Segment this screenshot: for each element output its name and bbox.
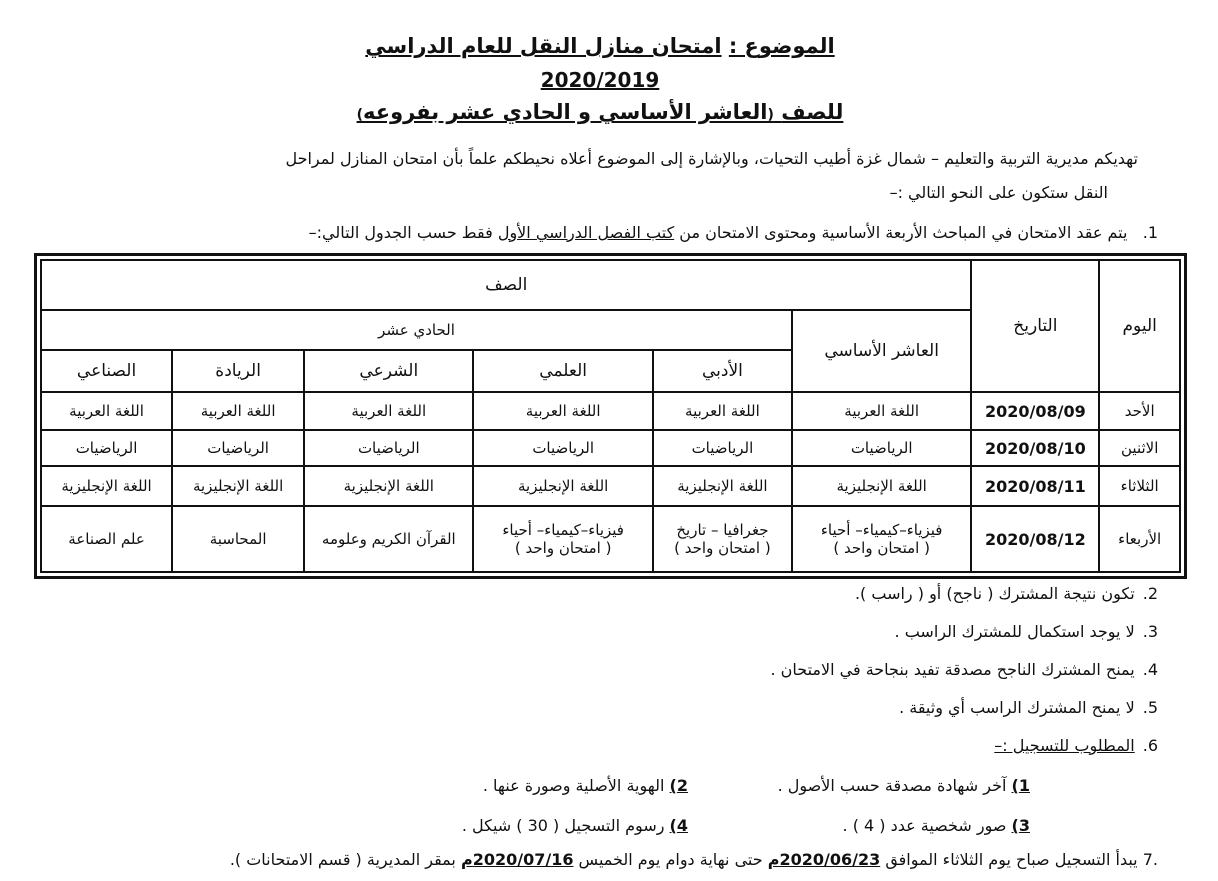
item-1-text-a: يتم عقد الامتحان في المباحث الأربعة الأساسية ومحتوى الامتحان من <box>679 223 1128 242</box>
requirement-4-num: 4) <box>669 816 688 835</box>
item-6 <box>994 736 1158 755</box>
item-4 <box>770 660 1158 679</box>
industrial-cell: اللغة الإنجليزية <box>41 466 172 506</box>
header-class: الصف <box>41 260 971 310</box>
date-cell: 2020/08/10 <box>971 430 1099 466</box>
requirement-2-num: 2) <box>669 776 688 795</box>
literary-cell: اللغة الإنجليزية <box>653 466 792 506</box>
date-cell: 2020/08/09 <box>971 392 1099 430</box>
religious-cell: اللغة الإنجليزية <box>304 466 473 506</box>
item-6-num: 6. <box>1142 736 1158 755</box>
literary-cell: الرياضيات <box>653 430 792 466</box>
entrepreneurship-cell: المحاسبة <box>172 506 304 572</box>
subject-label: الموضوع : <box>728 34 835 58</box>
item-1 <box>58 220 1158 246</box>
item-7-text-a: يبدأ التسجيل صباح يوم الثلاثاء الموافق <box>885 850 1138 869</box>
subject-text: امتحان منازل النقل للعام الدراسي <box>365 34 722 58</box>
scientific-cell <box>473 506 652 572</box>
item-3 <box>895 622 1158 641</box>
grade-open: ( <box>767 107 774 123</box>
religious-cell: الرياضيات <box>304 430 473 466</box>
item-1-text-b: فقط حسب الجدول التالي:– <box>308 223 493 242</box>
entrepreneurship-cell: الرياضيات <box>172 430 304 466</box>
scientific-cell: الرياضيات <box>473 430 652 466</box>
tenth-cell: اللغة الإنجليزية <box>792 466 971 506</box>
header-day: اليوم <box>1099 260 1180 392</box>
literary-cell <box>653 506 792 572</box>
requirement-2-text: الهوية الأصلية وصورة عنها . <box>482 776 665 795</box>
subject-line <box>300 34 900 58</box>
grade-text: العاشر الأساسي و الحادي عشر بفروعه <box>362 100 768 124</box>
item-6-text: المطلوب للتسجيل :– <box>994 736 1135 755</box>
date-cell: 2020/08/12 <box>971 506 1099 572</box>
requirement-3-text: صور شخصية عدد ( 4 ) . <box>842 816 1007 835</box>
table-row <box>41 430 1180 466</box>
requirement-1-text: آخر شهادة مصدقة حسب الأصول . <box>777 776 1007 795</box>
item-7-num: .7 <box>1142 850 1158 869</box>
item-5 <box>899 698 1158 717</box>
item-2-text: تكون نتيجة المشترك ( ناجح) أو ( راسب ). <box>854 584 1135 603</box>
item-7-text-b: حتى نهاية دوام يوم الخميس <box>578 850 763 869</box>
scientific-cell: اللغة الإنجليزية <box>473 466 652 506</box>
religious-cell: اللغة العربية <box>304 392 473 430</box>
tenth-cell <box>792 506 971 572</box>
grade-close: ) <box>356 107 363 123</box>
table-row <box>41 392 1180 430</box>
item-7 <box>48 847 1158 873</box>
header-stream-religious: الشرعي <box>304 350 473 392</box>
exam-schedule-table <box>34 253 1187 579</box>
academic-year: 2020/2019 <box>540 68 660 92</box>
item-2 <box>855 584 1158 603</box>
requirement-2 <box>483 776 688 795</box>
day-cell: الأحد <box>1099 392 1180 430</box>
tenth-cell-line1: فيزياء–كيمياء– أحياء <box>820 521 943 540</box>
requirement-1-num: 1) <box>1011 776 1030 795</box>
literary-cell-line1: جغرافيا – تاريخ <box>676 521 769 540</box>
tenth-cell-line2: ( امتحان واحد ) <box>833 539 930 558</box>
item-1-text-underlined: كتب الفصل الدراسي الأول <box>497 223 675 242</box>
item-7-text-c: بمقر المديرية ( قسم الامتحانات ). <box>229 850 456 869</box>
header-tenth: العاشر الأساسي <box>792 310 971 392</box>
item-4-num: 4. <box>1142 660 1158 679</box>
item-4-text: يمنح المشترك الناجح مصدقة تفيد بنجاحة في الامتحان . <box>770 660 1135 679</box>
date-cell: 2020/08/11 <box>971 466 1099 506</box>
tenth-cell: الرياضيات <box>792 430 971 466</box>
intro-line-2: النقل ستكون على النحو التالي :– <box>889 183 1108 202</box>
day-cell: الأربعاء <box>1099 506 1180 572</box>
day-cell: الثلاثاء <box>1099 466 1180 506</box>
requirement-4 <box>462 816 688 835</box>
item-2-num: 2. <box>1142 584 1158 603</box>
header-stream-literary: الأدبي <box>653 350 792 392</box>
literary-cell-line2: ( امتحان واحد ) <box>674 539 771 558</box>
requirement-3 <box>843 816 1030 835</box>
item-5-num: 5. <box>1142 698 1158 717</box>
item-1-num: 1. <box>1142 223 1158 242</box>
literary-cell: اللغة العربية <box>653 392 792 430</box>
entrepreneurship-cell: اللغة العربية <box>172 392 304 430</box>
item-3-num: 3. <box>1142 622 1158 641</box>
header-stream-scientific: العلمي <box>473 350 652 392</box>
requirement-1 <box>778 776 1030 795</box>
entrepreneurship-cell: اللغة الإنجليزية <box>172 466 304 506</box>
industrial-cell: علم الصناعة <box>41 506 172 572</box>
grade-prefix: للصف <box>781 100 844 124</box>
requirement-4-text: رسوم التسجيل ( 30 ) شيكل . <box>461 816 665 835</box>
table-row <box>41 506 1180 572</box>
religious-cell: القرآن الكريم وعلومه <box>304 506 473 572</box>
intro-line-1: تهديكم مديرية التربية والتعليم – شمال غزة أطيب التحيات، وبالإشارة إلى الموضوع أعلاه نحيطكم علماً بأن امتحان المنازل لمراحل <box>285 149 1138 168</box>
item-7-end-date: 2020/07/16م <box>460 850 574 869</box>
requirement-3-num: 3) <box>1011 816 1030 835</box>
day-cell: الاثنين <box>1099 430 1180 466</box>
table-row <box>41 466 1180 506</box>
industrial-cell: اللغة العربية <box>41 392 172 430</box>
header-stream-industrial: الصناعي <box>41 350 172 392</box>
item-5-text: لا يمنح المشترك الراسب أي وثيقة . <box>899 698 1135 717</box>
item-3-text: لا يوجد استكمال للمشترك الراسب . <box>894 622 1135 641</box>
grade-line <box>300 100 900 124</box>
header-stream-entrepreneurship: الريادة <box>172 350 304 392</box>
item-7-start-date: 2020/06/23م <box>767 850 881 869</box>
header-date: التاريخ <box>971 260 1099 392</box>
scientific-cell-line2: ( امتحان واحد ) <box>514 539 612 558</box>
scientific-cell-line1: فيزياء–كيمياء– أحياء <box>502 521 624 540</box>
tenth-cell: اللغة العربية <box>792 392 971 430</box>
industrial-cell: الرياضيات <box>41 430 172 466</box>
header-eleventh: الحادي عشر <box>41 310 792 350</box>
scientific-cell: اللغة العربية <box>473 392 652 430</box>
